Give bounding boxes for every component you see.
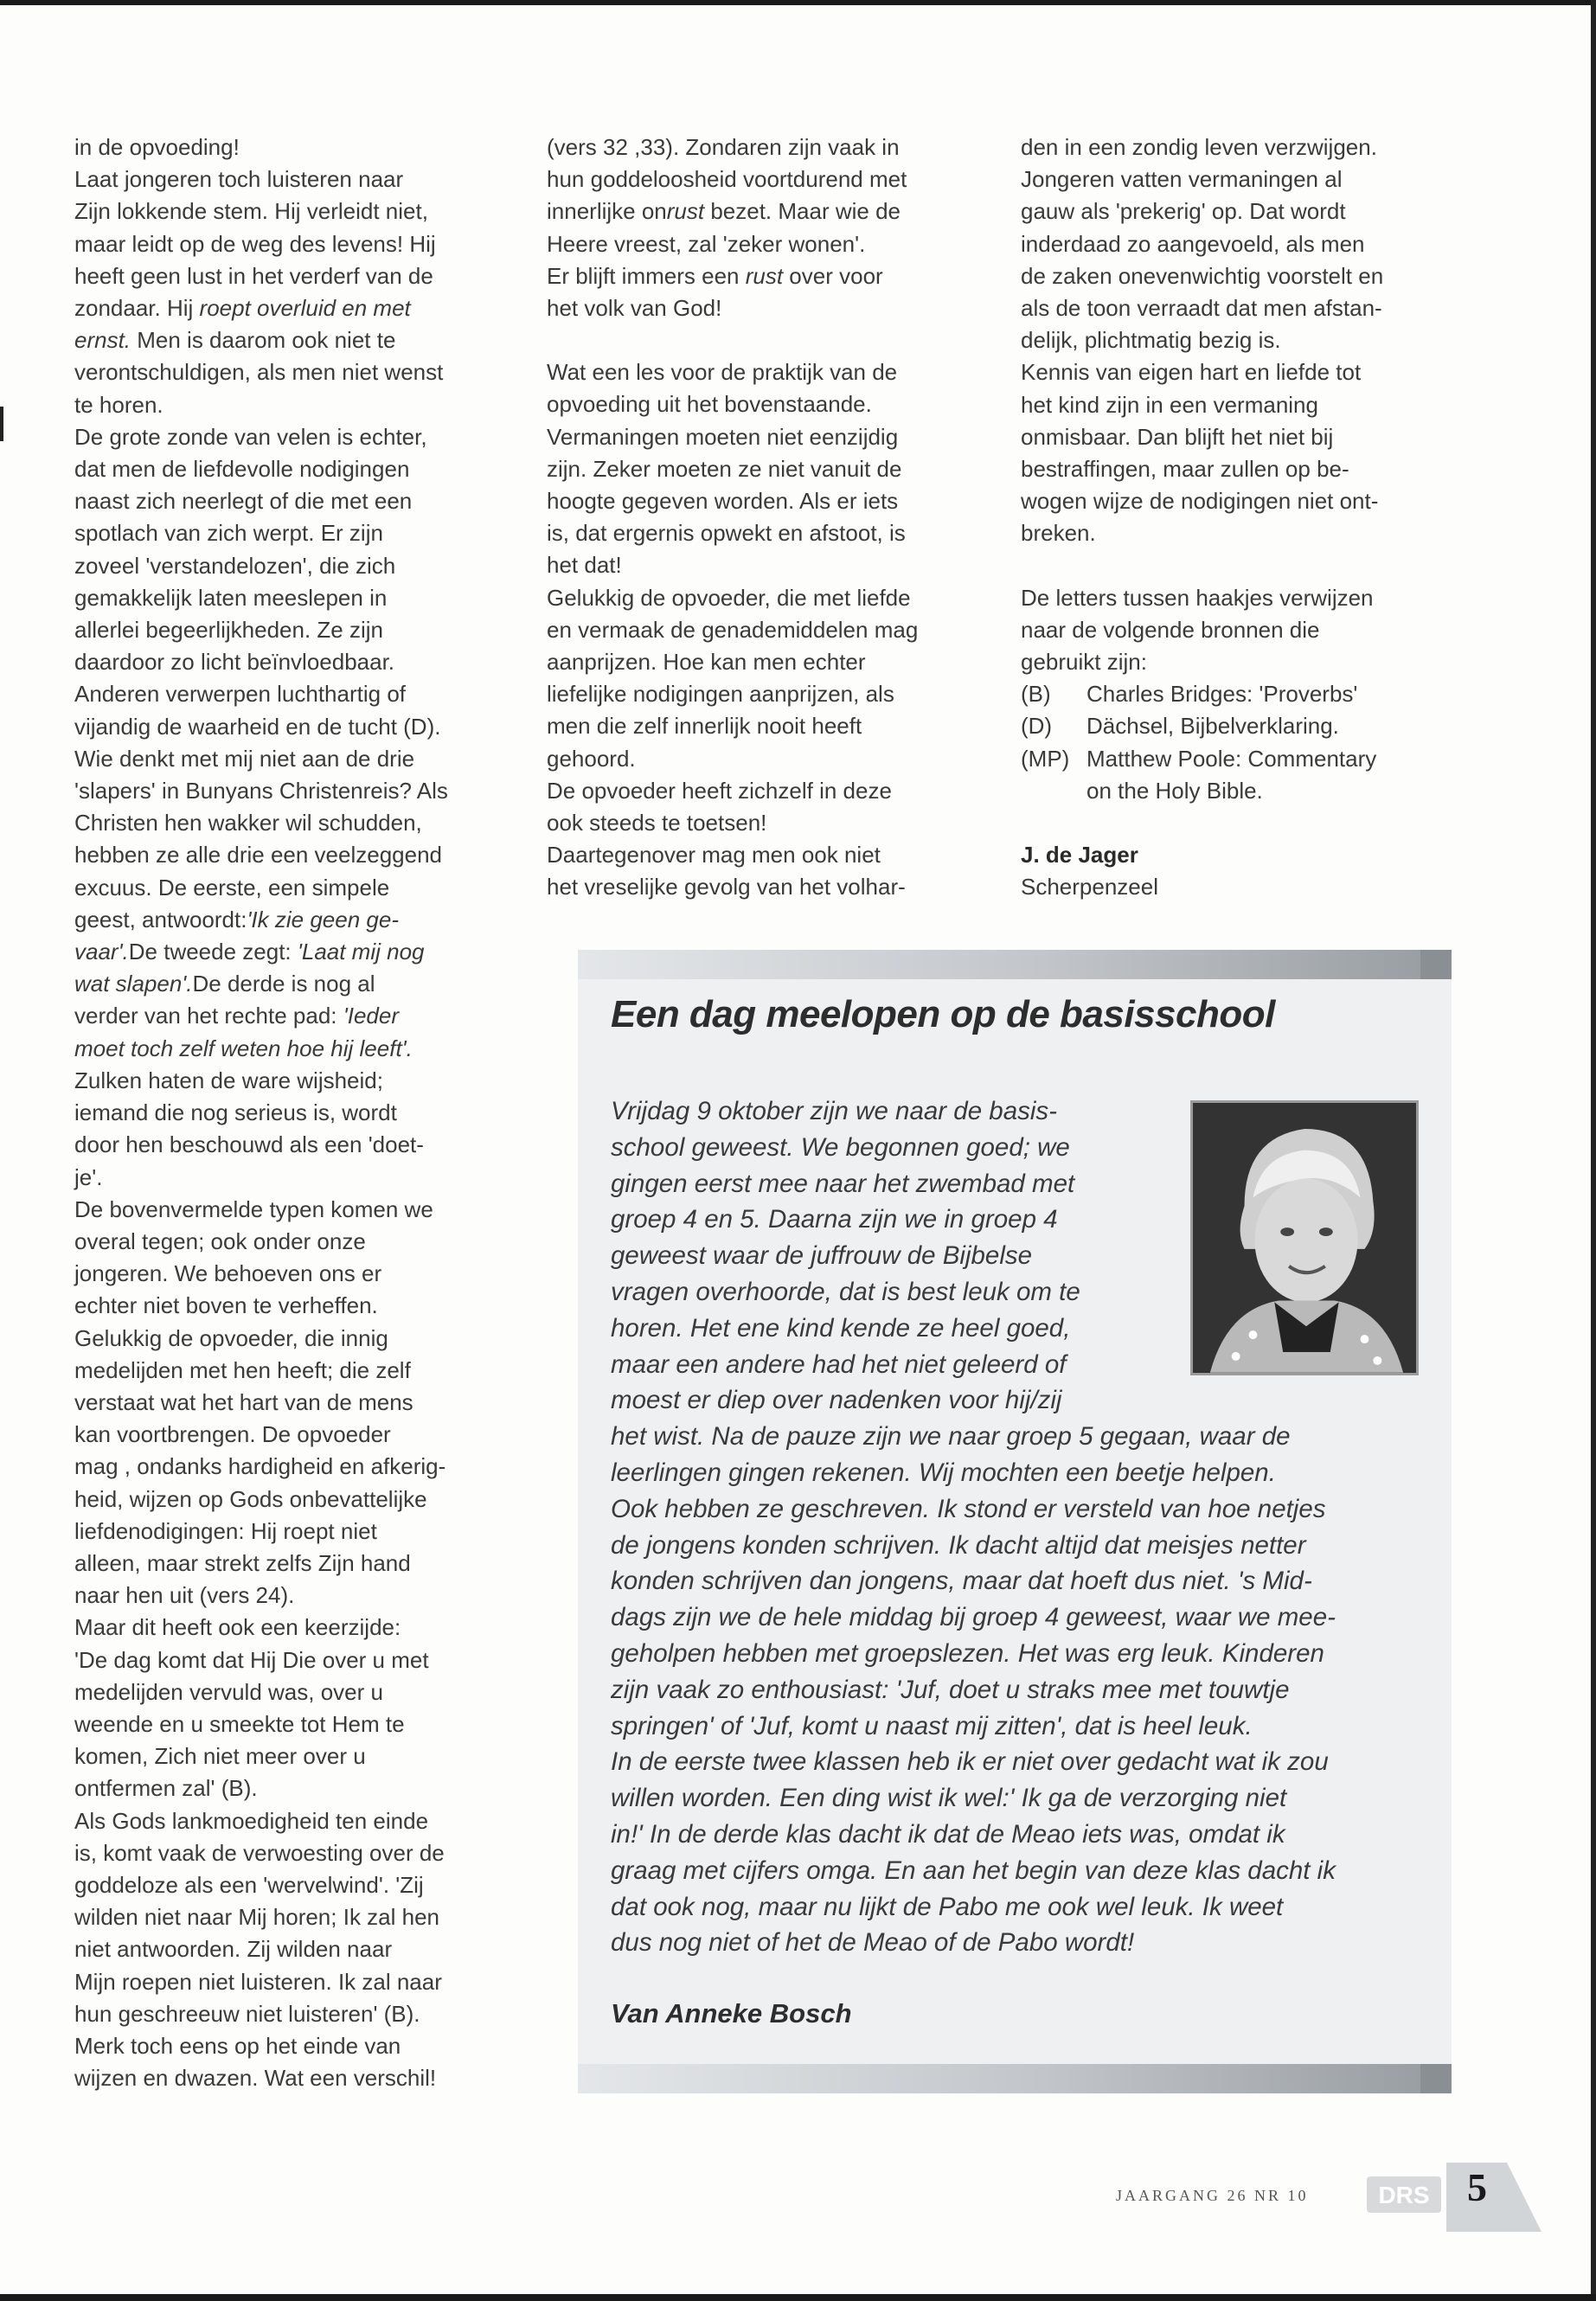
story-line: het wist. Na de pauze zijn we naar groep 5 gegaan, waar de [611,1422,1291,1452]
box-story [611,1093,1424,1961]
text-line: gauw als 'prekerig' op. Dat wordt [1021,198,1346,225]
text-line: dat men de liefdevolle nodigingen [74,456,410,483]
text-line: goddeloze als een 'wervelwind'. 'Zij [74,1871,424,1898]
story-line: dags zijn we de hele middag bij groep 4 geweest, waar we mee- [611,1603,1336,1632]
text-line: Heere vreest, zal 'zeker wonen'. [547,230,866,257]
text-line: verder van het rechte pad: 'Ieder [74,1003,399,1029]
story-line: horen. Het ene kind kende ze heel goed, [611,1313,1071,1343]
story-line: geweest waar de juffrouw de Bijbelse [611,1241,1033,1271]
magazine-logo-icon [1367,2176,1441,2213]
text-line: aanprijzen. Hoe kan men echter [547,649,866,676]
text-line: hebben ze alle drie een veelzeggend [74,842,443,868]
author-name: J. de Jager [1021,842,1138,868]
text-line: spotlach van zich werpt. Er zijn [74,520,383,547]
box-top-cap [1420,950,1452,979]
reference-text: Dächsel, Bijbelverklaring. [1086,713,1339,740]
text-line: als de toon verraadt dat men afstan- [1021,295,1382,322]
text-line: inderdaad zo aangevoeld, als men [1021,230,1365,257]
top-border [0,0,1596,5]
text-line: 'De dag komt dat Hij Die over u met [74,1646,429,1673]
text-line: De grote zonde van velen is echter, [74,423,427,450]
story-line: In de eerste twee klassen heb ik er niet over gedacht wat ik zou [611,1747,1329,1777]
text-line: Daartegenover mag men ook niet [547,842,881,868]
text-line: ook steeds te toetsen! [547,810,767,836]
text-line: ontfermen zal' (B). [74,1775,258,1802]
story-line: geholpen hebben met groepslezen. Het was erg leuk. Kinderen [611,1638,1324,1668]
story-line: graag met cijfers omga. En aan het begin van deze klas dacht ik [611,1856,1336,1885]
text-line: te horen. [74,391,163,418]
text-line: innerlijke onrust bezet. Maar wie de [547,198,901,225]
text-line: naar hen uit (vers 24). [74,1582,295,1609]
reference-continuation: on the Holy Bible. [1086,777,1263,804]
footer-issue: JAARGANG 26 NR 10 [1116,2187,1309,2204]
text-line: excuus. De eerste, een simpele [74,874,390,901]
text-line: in de opvoeding! [74,134,240,160]
text-line: overal tegen; ook onder onze [74,1227,366,1254]
text-line: Jongeren vatten vermaningen al [1021,166,1343,193]
page-number: 5 [1467,2165,1487,2209]
paragraph-gap [1021,550,1471,582]
text-line: Vermaningen moeten niet eenzijdig [547,423,899,450]
text-line: medelijden vervuld was, over u [74,1678,383,1705]
text-line: het vreselijke gevolg van het volhar- [547,874,906,901]
text-line: de zaken onevenwichtig voorstelt en [1021,262,1384,289]
text-line: De letters tussen haakjes verwijzen [1021,584,1374,611]
text-line: liefdenodigingen: Hij roept niet [74,1517,377,1544]
text-line: Gelukkig de opvoeder, die met liefde [547,584,911,611]
text-line: Als Gods lankmoedigheid ten einde [74,1807,429,1834]
text-line: Anderen verwerpen luchthartig of [74,681,407,708]
text-line: De opvoeder heeft zichzelf in deze [547,777,892,804]
story-line: gingen eerst mee naar het zwembad met [611,1169,1075,1198]
text-line: het dat! [547,552,622,579]
text-line: verstaat wat het hart van de mens [74,1388,413,1415]
reference-key: (D) [1021,713,1053,740]
text-line: gebruikt zijn: [1021,649,1147,676]
text-line: echter niet boven te verheffen. [74,1292,378,1319]
text-line: jongeren. We behoeven ons er [74,1260,382,1287]
text-line: iemand die nog serieus is, wordt [74,1099,397,1126]
text-line: Merk toch eens op het einde van [74,2032,401,2059]
text-line: hoogte gegeven worden. Als er iets [547,488,899,515]
bottom-border [0,2294,1596,2301]
text-line: medelijden met hen heeft; die zelf [74,1356,411,1383]
text-line: breken. [1021,520,1096,547]
text-line: 'slapers' in Bunyans Christenreis? Als [74,778,448,804]
box-title: Een dag meelopen op de basisschool [611,993,1275,1035]
text-line: zoveel 'verstandelozen', die zich [74,552,396,579]
text-line: mag , ondanks hardigheid en afkerig- [74,1453,446,1480]
text-line: verontschuldigen, als men niet wenst [74,359,444,386]
story-line: in!' In de derde klas dacht ik dat de Meao iets was, omdat ik [611,1819,1285,1849]
story-line: maar een andere had het niet geleerd of [611,1349,1067,1379]
text-line: en vermaak de genademiddelen mag [547,616,919,643]
text-line: Er blijft immers een rust over voor [547,262,883,289]
text-line: je'. [74,1163,103,1190]
story-line: moest er diep over nadenken voor hij/zij [611,1386,1062,1415]
page-tab-shape [1446,2163,1542,2232]
text-line: zondaar. Hij roept overluid en met [74,295,411,322]
text-line: Mijn roepen niet luisteren. Ik zal naar [74,1968,442,1995]
text-line: wilden niet naar Mij horen; Ik zal hen [74,1904,440,1931]
text-line: maar leidt op de weg des levens! Hij [74,230,436,257]
text-line: is, komt vaak de verwoesting over de [74,1839,445,1866]
text-line: gehoord. [547,745,636,772]
story-line: vragen overhoorde, dat is best leuk om te [611,1277,1080,1306]
text-line: vaar'.De tweede zegt: 'Laat mij nog [74,939,425,965]
text-line: Christen hen wakker wil schudden, [74,810,422,836]
box-bottom-bar [578,2064,1420,2093]
text-line: liefelijke nodigingen aanprijzen, als [547,681,894,708]
story-line: Ook hebben ze geschreven. Ik stond er versteld van hoe netjes [611,1494,1326,1523]
text-line: wijzen en dwazen. Wat een verschil! [74,2065,437,2092]
text-line: daardoor zo licht beïnvloedbaar. [74,649,395,676]
text-line: moet toch zelf weten hoe hij leeft'. [74,1035,413,1061]
story-line: zijn vaak zo enthousiast: 'Juf, doet u straks mee met touwtje [611,1675,1290,1704]
article-column-3 [1021,131,1471,903]
story-line: dat ook nog, maar nu lijkt de Pabo me ook wel leuk. Ik weet [611,1892,1284,1921]
reference-key: (MP) [1021,745,1070,772]
margin-mark [0,407,3,441]
text-line: opvoeding uit het bovenstaande. [547,391,872,418]
text-line: hun goddeloosheid voortdurend met [547,166,907,193]
text-line: gemakkelijk laten meeslepen in [74,584,388,611]
box-bottom-cap [1420,2064,1452,2093]
text-line: men die zelf innerlijk nooit heeft [547,713,862,740]
text-line: Kennis van eigen hart en liefde tot [1021,359,1362,386]
story-line: de jongens konden schrijven. Ik dacht altijd dat meisjes netter [611,1530,1306,1560]
paragraph-gap [547,324,997,356]
box-top-bar [578,950,1420,979]
reference-key: (B) [1021,681,1051,708]
article-column-1 [74,131,524,2094]
story-line: school geweest. We begonnen goed; we [611,1132,1070,1162]
text-line: het kind zijn in een vermaning [1021,391,1318,418]
text-line: niet antwoorden. Zij wilden naar [74,1936,393,1963]
text-line: weende en u smeekte tot Hem te [74,1710,405,1737]
text-line: Zulken haten de ware wijsheid; [74,1067,383,1093]
text-line: naast zich neerlegt of die met een [74,488,413,515]
text-line: bestraffingen, maar zullen op be- [1021,456,1349,483]
reference-list [1021,678,1471,775]
reference-item [1021,678,1471,710]
text-line: geest, antwoordt:'Ik zie geen ge- [74,906,399,933]
text-line: delijk, plichtmatig bezig is. [1021,327,1281,354]
reference-item [1021,743,1471,775]
reference-text: Charles Bridges: 'Proverbs' [1086,681,1358,708]
text-line: (vers 32 ,33). Zondaren zijn vaak in [547,134,900,160]
text-line: Gelukkig de opvoeder, die innig [74,1324,388,1351]
right-border [1591,0,1596,2301]
story-line: groep 4 en 5. Daarna zijn we in groep 4 [611,1205,1058,1234]
story-line: springen' of 'Juf, komt u naast mij zitten', dat is heel leuk. [611,1711,1253,1740]
text-line: den in een zondig leven verzwijgen. [1021,134,1377,160]
text-line: De bovenvermelde typen komen we [74,1195,433,1222]
text-line: Wie denkt met mij niet aan de drie [74,745,415,772]
text-line: hun geschreeuw niet luisteren' (B). [74,2000,420,2027]
text-line: is, dat ergernis opwekt en afstoot, is [547,520,906,547]
text-line: Maar dit heeft ook een keerzijde: [74,1614,401,1641]
text-line: Zijn lokkende stem. Hij verleidt niet, [74,198,428,225]
text-line: alleen, maar strekt zelfs Zijn hand [74,1549,411,1576]
text-line: kan voortbrengen. De opvoeder [74,1421,391,1448]
text-line: zijn. Zeker moeten ze niet vanuit de [547,455,902,482]
text-line: heeft geen lust in het verderf van de [74,262,433,289]
text-line: naar de volgende bronnen die [1021,616,1320,643]
text-line: heid, wijzen op Gods onbevattelijke [74,1485,427,1512]
article-column-2 [547,131,997,904]
box-signature: Van Anneke Bosch [611,1998,852,2029]
text-line: komen, Zich niet meer over u [74,1743,366,1770]
story-line: willen worden. Een ding wist ik wel:' Ik ga de verzorging niet [611,1784,1287,1813]
story-line: konden schrijven dan jongens, maar dat hoeft dus niet. 's Mid- [611,1567,1312,1596]
reference-item [1021,710,1471,742]
text-line: wogen wijze de nodigingen niet ont- [1021,488,1379,515]
text-line: Wat een les voor de praktijk van de [547,359,898,386]
text-line: allerlei begeerlijkheden. Ze zijn [74,617,383,644]
magazine-logo-text: DRS [1378,2182,1430,2208]
author-place: Scherpenzeel [1021,874,1158,901]
text-line: vijandig de waarheid en de tucht (D). [74,713,441,740]
text-line: ernst. Men is daarom ook niet te [74,327,396,354]
text-line: Laat jongeren toch luisteren naar [74,166,404,193]
text-line: wat slapen'.De derde is nog al [74,971,375,997]
story-line: leerlingen gingen rekenen. Wij mochten een beetje helpen. [611,1458,1276,1487]
reference-text: Matthew Poole: Commentary [1086,745,1377,772]
text-line: door hen beschouwd als een 'doet- [74,1131,424,1158]
story-line: Vrijdag 9 oktober zijn we naar de basis- [611,1097,1057,1125]
text-line: het volk van God! [547,295,722,322]
story-line: dus nog niet of het de Meao of de Pabo wordt! [611,1928,1135,1958]
text-line: onmisbaar. Dan blijft het niet bij [1021,423,1334,450]
